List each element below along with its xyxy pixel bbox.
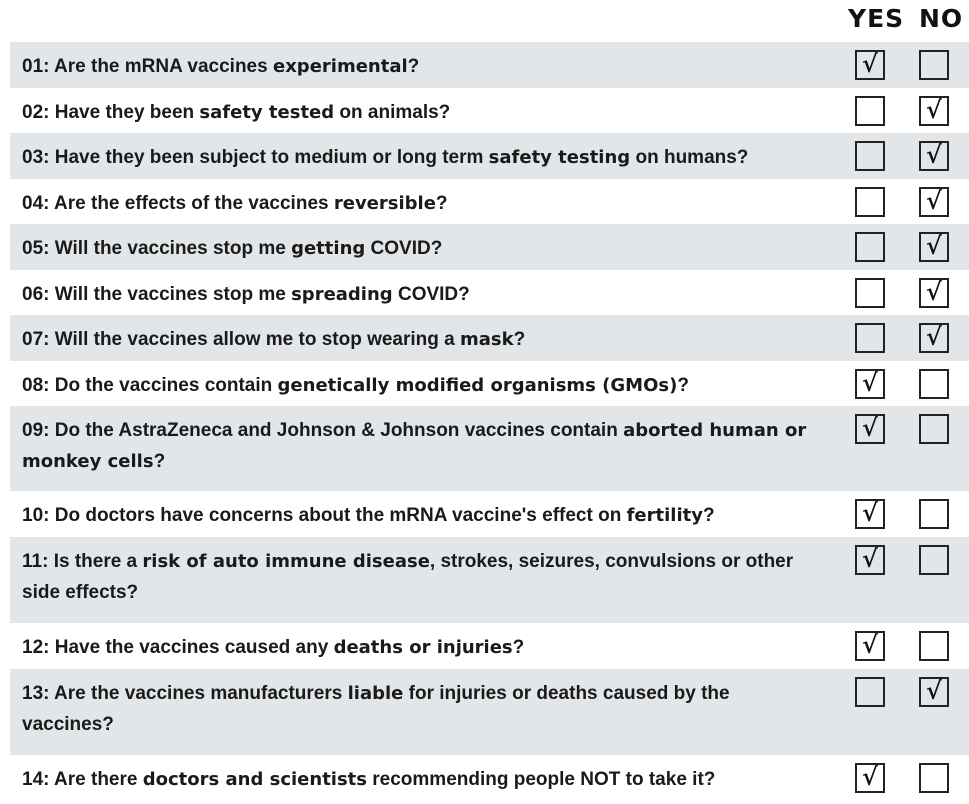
no-checkbox[interactable] (919, 141, 949, 171)
question-text: 06: Will the vaccines stop me spreading COVID? (22, 284, 470, 305)
no-checkbox[interactable] (919, 631, 949, 661)
yes-checkbox[interactable] (855, 369, 885, 399)
question-text: 11: Is there a risk of auto immune disease, strokes, seizures, convulsions or other side effects? (22, 551, 794, 603)
question-row-08 (10, 361, 969, 406)
question-row-11 (10, 537, 969, 623)
question-row-14 (10, 755, 969, 801)
question-text: 09: Do the AstraZeneca and Johnson & Johnson vaccines contain aborted human or monkey cells? (22, 420, 807, 472)
question-text: 01: Are the mRNA vaccines experimental? (22, 56, 420, 77)
no-checkbox[interactable] (919, 187, 949, 217)
yes-checkbox[interactable] (855, 141, 885, 171)
question-text: 13: Are the vaccines manufacturers liable for injuries or deaths caused by the vaccines? (22, 683, 730, 735)
question-row-04 (10, 179, 969, 224)
yes-checkbox[interactable] (855, 187, 885, 217)
question-row-07 (10, 315, 969, 361)
no-checkbox[interactable] (919, 232, 949, 262)
question-row-02 (10, 88, 969, 133)
question-text: 10: Do doctors have concerns about the mRNA vaccine's effect on fertility? (22, 505, 715, 526)
no-checkbox[interactable] (919, 96, 949, 126)
yes-checkbox[interactable] (855, 677, 885, 707)
no-checkbox[interactable] (919, 369, 949, 399)
question-row-05 (10, 224, 969, 270)
no-checkbox[interactable] (919, 499, 949, 529)
no-checkbox[interactable] (919, 545, 949, 575)
question-text: 14: Are there doctors and scientists recommending people NOT to take it? (22, 769, 716, 790)
yes-checkbox[interactable] (855, 545, 885, 575)
yes-checkbox[interactable] (855, 631, 885, 661)
question-row-09 (10, 406, 969, 491)
yes-checkbox[interactable] (855, 414, 885, 444)
column-header (0, 0, 969, 42)
question-text: 07: Will the vaccines allow me to stop wearing a mask? (22, 329, 526, 350)
question-text: 03: Have they been subject to medium or long term safety testing on humans? (22, 147, 749, 168)
yes-checkbox[interactable] (855, 323, 885, 353)
yes-checkbox[interactable] (855, 232, 885, 262)
question-text: 12: Have the vaccines caused any deaths or injuries? (22, 637, 525, 658)
no-column-label: NO (919, 4, 964, 33)
question-text: 02: Have they been safety tested on animals? (22, 102, 451, 123)
no-checkbox[interactable] (919, 677, 949, 707)
yes-checkbox[interactable] (855, 50, 885, 80)
no-checkbox[interactable] (919, 278, 949, 308)
question-row-13 (10, 669, 969, 755)
question-row-10 (10, 491, 969, 537)
question-row-01 (10, 42, 969, 88)
yes-checkbox[interactable] (855, 499, 885, 529)
question-text: 04: Are the effects of the vaccines reversible? (22, 193, 448, 214)
question-text: 08: Do the vaccines contain genetically modified organisms (GMOs)? (22, 375, 689, 396)
no-checkbox[interactable] (919, 50, 949, 80)
question-row-12 (10, 623, 969, 669)
yes-checkbox[interactable] (855, 763, 885, 793)
no-checkbox[interactable] (919, 323, 949, 353)
question-text: 05: Will the vaccines stop me getting COVID? (22, 238, 443, 259)
yes-checkbox[interactable] (855, 278, 885, 308)
no-checkbox[interactable] (919, 414, 949, 444)
question-row-03 (10, 133, 969, 179)
question-row-06 (10, 270, 969, 315)
questionnaire (10, 42, 969, 801)
yes-column-label: YES (848, 4, 905, 33)
yes-checkbox[interactable] (855, 96, 885, 126)
no-checkbox[interactable] (919, 763, 949, 793)
